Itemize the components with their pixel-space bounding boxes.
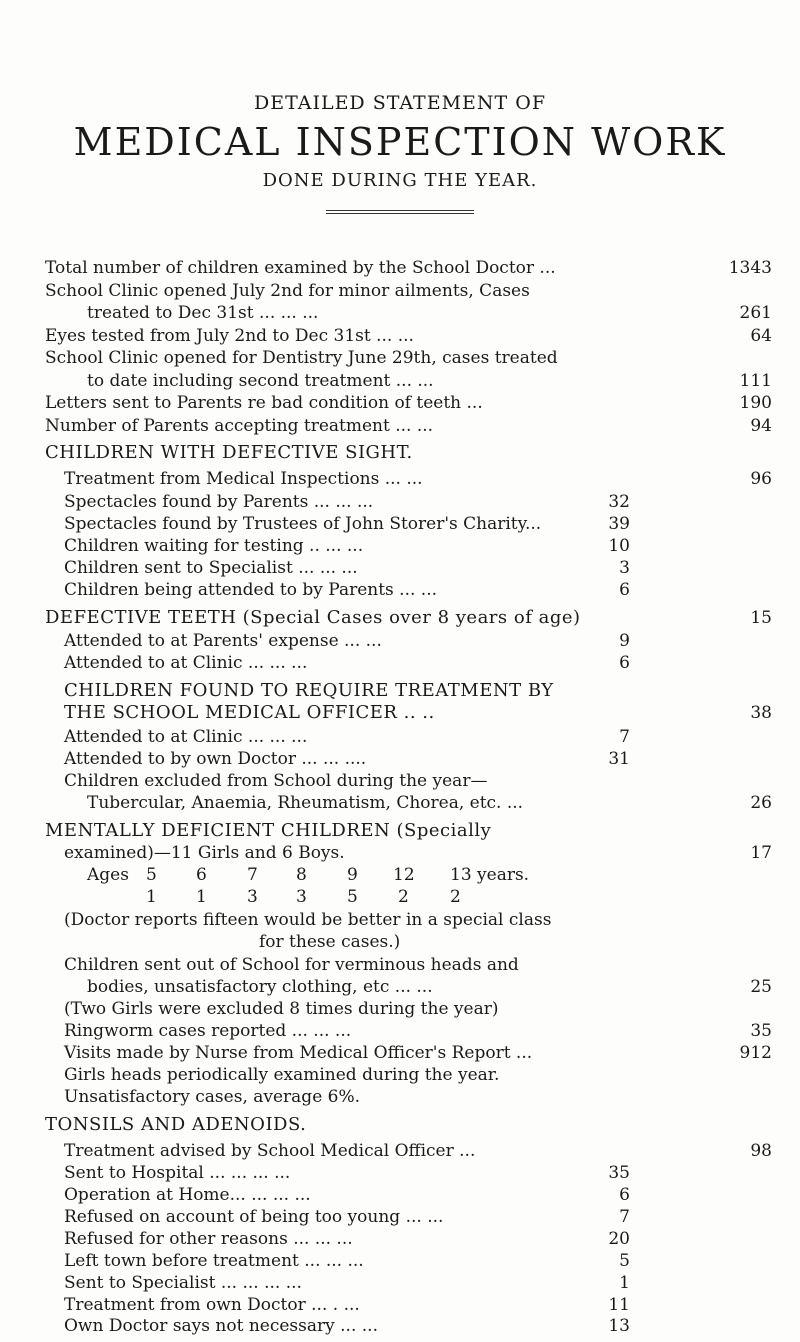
list-item-value: 6: [619, 580, 630, 600]
total-examined-label: Total number of children examined by the School Doctor ...: [45, 258, 556, 278]
list-item: Attended to by own Doctor ... ... ....: [64, 749, 367, 769]
age-value: 12: [393, 865, 415, 885]
age-count: 3: [296, 887, 307, 907]
list-item: Treatment from own Doctor ... . ...: [64, 1295, 360, 1315]
tonsils-heading: TONSILS AND ADENOIDS.: [45, 1114, 307, 1135]
age-value: 5: [146, 865, 157, 885]
excluded-label: Children excluded from School during the year—: [64, 771, 488, 791]
require-treatment-heading: CHILDREN FOUND TO REQUIRE TREATMENT BY: [64, 680, 554, 701]
age-count: 3: [247, 887, 258, 907]
sight-treatment-value: 96: [750, 469, 772, 489]
parents-accepting-value: 94: [750, 416, 772, 436]
excluded-label-2: Tubercular, Anaemia, Rheumatism, Chorea, etc. ...: [87, 793, 524, 813]
ringworm-label: Ringworm cases reported ... ... ...: [64, 1021, 352, 1041]
header-line-3: DONE DURING THE YEAR.: [262, 170, 538, 191]
list-item: Children being attended to by Parents ... ...: [64, 580, 437, 600]
list-item: Refused for other reasons ... ... ...: [64, 1229, 353, 1249]
require-treatment-value: 38: [750, 703, 772, 723]
list-item-value: 20: [608, 1229, 630, 1249]
age-value: 8: [296, 865, 307, 885]
age-value: 9: [347, 865, 358, 885]
list-item: Attended to at Clinic ... ... ...: [64, 653, 308, 673]
verminous-label-2: bodies, unsatisfactory clothing, etc ... ...: [87, 977, 433, 997]
nurse-visits-label: Visits made by Nurse from Medical Officer's Report ...: [64, 1043, 533, 1063]
list-item-value: 11: [608, 1295, 630, 1315]
dentistry-label: School Clinic opened for Dentistry June 29th, cases treated: [45, 348, 558, 368]
list-item-value: 35: [608, 1163, 630, 1183]
tonsils-treatment-value: 98: [750, 1141, 772, 1161]
letters-label: Letters sent to Parents re bad condition of teeth ...: [45, 393, 483, 413]
age-count: 2: [398, 887, 409, 907]
list-item: Sent to Specialist ... ... ... ...: [64, 1273, 302, 1293]
list-item-value: 10: [608, 536, 630, 556]
list-item: Attended to at Clinic ... ... ...: [64, 727, 308, 747]
list-item: Children waiting for testing .. ... ...: [64, 536, 364, 556]
verminous-note: (Two Girls were excluded 8 times during the year): [64, 999, 499, 1019]
dentistry-label-2: to date including second treatment ... ...: [87, 371, 434, 391]
age-count: 2: [450, 887, 461, 907]
nurse-visits-value: 912: [739, 1043, 772, 1063]
age-count: 1: [146, 887, 157, 907]
list-item-value: 9: [619, 631, 630, 651]
mentally-deficient-value: 17: [750, 843, 772, 863]
clinic-opened-value: 261: [739, 303, 772, 323]
parents-accepting-label: Number of Parents accepting treatment ... ...: [45, 416, 434, 436]
list-item-value: 3: [619, 558, 630, 578]
list-item-value: 7: [619, 1207, 630, 1227]
ringworm-value: 35: [750, 1021, 772, 1041]
list-item: Spectacles found by Trustees of John Storer's Charity...: [64, 514, 542, 534]
list-item-value: 1: [619, 1273, 630, 1293]
letters-value: 190: [739, 393, 772, 413]
sight-treatment-label: Treatment from Medical Inspections ... ...: [64, 469, 423, 489]
list-item-value: 31: [608, 749, 630, 769]
verminous-label: Children sent out of School for verminous heads and: [64, 955, 519, 975]
doctor-note-2: for these cases.): [259, 932, 401, 952]
list-item-value: 6: [619, 1185, 630, 1205]
clinic-opened-label: School Clinic opened July 2nd for minor ailments, Cases: [45, 281, 530, 301]
list-item: Refused on account of being too young ... ...: [64, 1207, 444, 1227]
eyes-tested-value: 64: [750, 326, 772, 346]
age-value: 7: [247, 865, 258, 885]
defective-teeth-heading: DEFECTIVE TEETH (Special Cases over 8 years of age): [45, 607, 581, 628]
defective-sight-heading: CHILDREN WITH DEFECTIVE SIGHT.: [45, 442, 413, 463]
ages-label: Ages: [87, 865, 129, 885]
girls-heads-label: Girls heads periodically examined during the year.: [64, 1065, 500, 1085]
mentally-deficient-heading: MENTALLY DEFICIENT CHILDREN (Specially: [45, 820, 492, 841]
list-item-value: 7: [619, 727, 630, 747]
girls-heads-label-2: Unsatisfactory cases, average 6%.: [64, 1087, 361, 1107]
verminous-value: 25: [750, 977, 772, 997]
header-line-1: DETAILED STATEMENT OF: [253, 92, 547, 114]
list-item: Spectacles found by Parents ... ... ...: [64, 492, 374, 512]
list-item: Operation at Home... ... ... ...: [64, 1185, 311, 1205]
excluded-value: 26: [750, 793, 772, 813]
tonsils-treatment-label: Treatment advised by School Medical Officer ...: [64, 1141, 476, 1161]
mentally-deficient-line-2: examined)—11 Girls and 6 Boys.: [64, 843, 345, 863]
list-item-value: 13: [608, 1316, 630, 1336]
list-item: Attended to at Parents' expense ... ...: [64, 631, 382, 651]
defective-teeth-value: 15: [750, 608, 772, 628]
age-value: 13 years.: [450, 865, 530, 885]
age-count: 5: [347, 887, 358, 907]
clinic-opened-label-2: treated to Dec 31st ... ... ...: [87, 303, 319, 323]
total-examined-value: 1343: [728, 258, 772, 278]
list-item-value: 6: [619, 653, 630, 673]
list-item: Own Doctor says not necessary ... ...: [64, 1316, 378, 1336]
age-value: 6: [196, 865, 207, 885]
page-title: MEDICAL INSPECTION WORK: [73, 120, 727, 164]
dentistry-value: 111: [739, 371, 772, 391]
list-item: Left town before treatment ... ... ...: [64, 1251, 364, 1271]
list-item: Children sent to Specialist ... ... ...: [64, 558, 358, 578]
eyes-tested-label: Eyes tested from July 2nd to Dec 31st ... ...: [45, 326, 414, 346]
list-item-value: 5: [619, 1251, 630, 1271]
list-item-value: 32: [608, 492, 630, 512]
require-treatment-heading-2: THE SCHOOL MEDICAL OFFICER .. ..: [64, 702, 435, 723]
divider-rule: [326, 213, 474, 214]
list-item-value: 39: [608, 514, 630, 534]
divider-rule: [326, 210, 474, 211]
doctor-note: (Doctor reports fifteen would be better in a special class: [64, 910, 552, 930]
age-count: 1: [196, 887, 207, 907]
list-item: Sent to Hospital ... ... ... ...: [64, 1163, 291, 1183]
